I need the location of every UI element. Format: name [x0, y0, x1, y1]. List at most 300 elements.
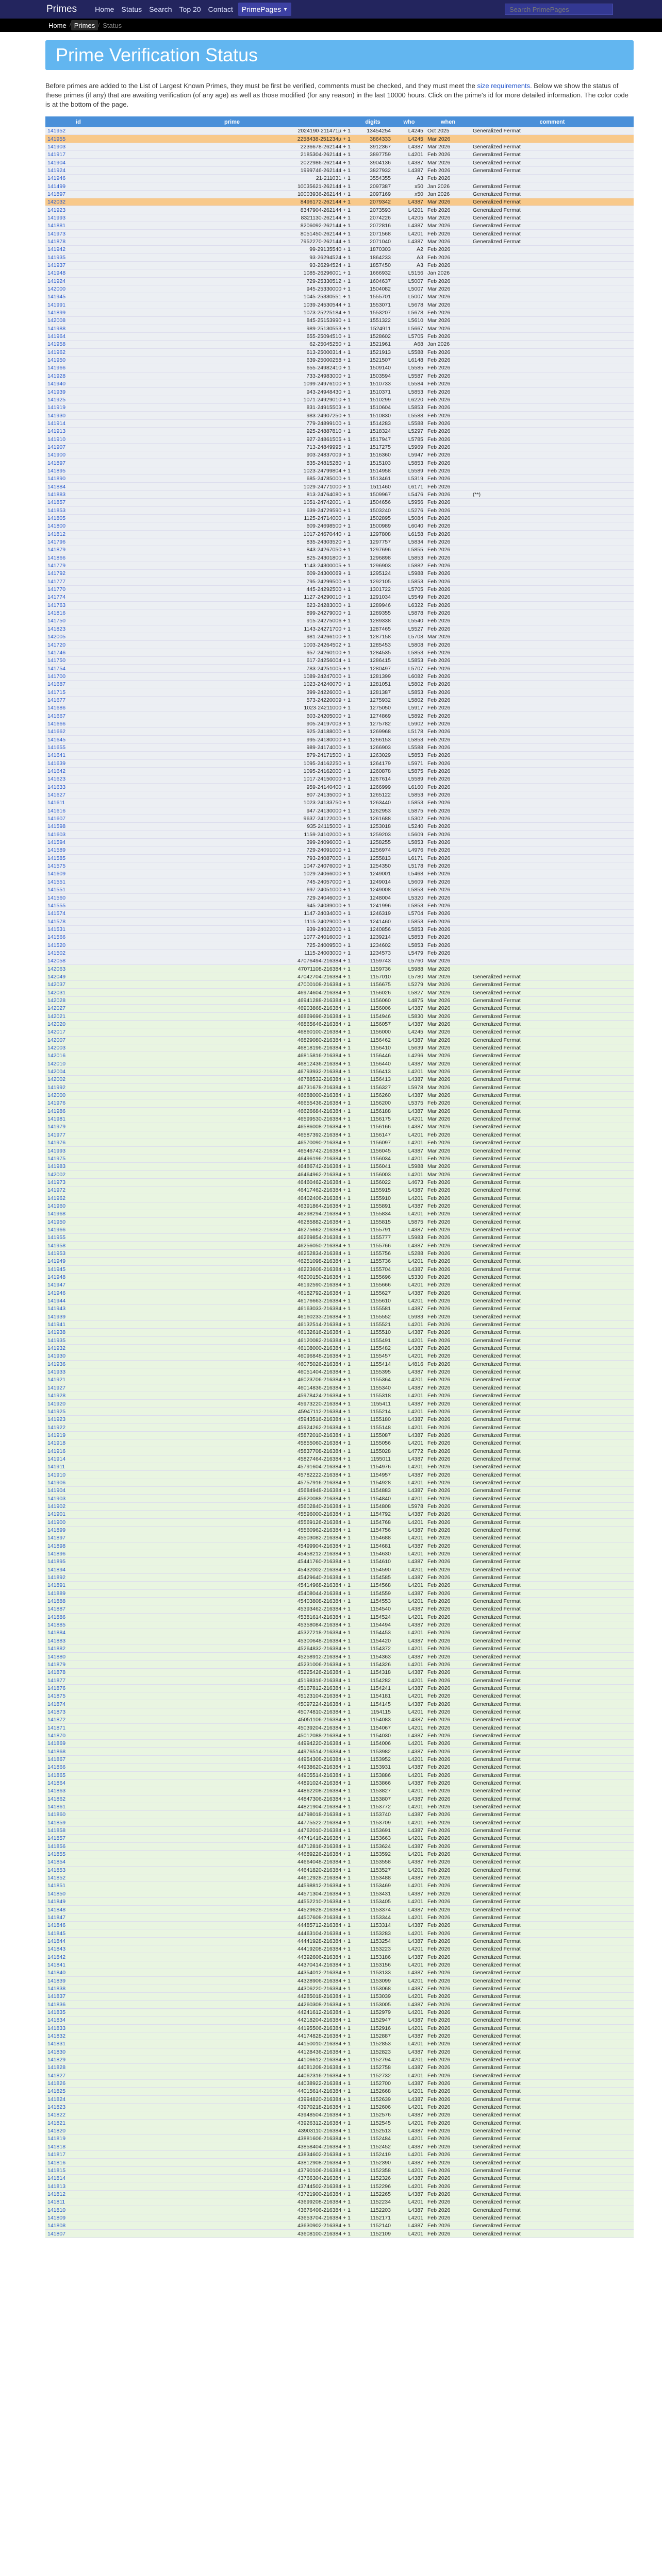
cell-id[interactable]: 141979: [45, 1123, 111, 1131]
cell-id[interactable]: 141897: [45, 190, 111, 198]
cell-who[interactable]: L4201: [393, 1518, 425, 1526]
cell-who[interactable]: L4387: [393, 198, 425, 206]
cell-id[interactable]: 141813: [45, 2182, 111, 2190]
cell-id[interactable]: 141854: [45, 1858, 111, 1866]
cell-id[interactable]: 141863: [45, 1787, 111, 1795]
cell-who[interactable]: L5705: [393, 585, 425, 593]
cell-who[interactable]: L4201: [393, 2024, 425, 2032]
cell-who[interactable]: L4387: [393, 1890, 425, 1897]
cell-id[interactable]: 141830: [45, 2048, 111, 2056]
cell-who[interactable]: L5853: [393, 649, 425, 656]
cell-who[interactable]: L4201: [393, 1819, 425, 1826]
search-input[interactable]: [505, 4, 613, 15]
cell-who[interactable]: L4387: [393, 1748, 425, 1755]
cell-who[interactable]: L5589: [393, 467, 425, 474]
cell-id[interactable]: 141923: [45, 1416, 111, 1423]
cell-who[interactable]: L4387: [393, 2001, 425, 2008]
cell-id[interactable]: 142007: [45, 1036, 111, 1044]
cell-id[interactable]: 141948: [45, 269, 111, 277]
cell-id[interactable]: 141686: [45, 704, 111, 712]
cell-who[interactable]: L5297: [393, 428, 425, 435]
cell-id[interactable]: 141975: [45, 1155, 111, 1162]
cell-id[interactable]: 141916: [45, 1447, 111, 1455]
cell-who[interactable]: L4201: [393, 1755, 425, 1763]
cell-id[interactable]: 141831: [45, 2040, 111, 2048]
cell-who[interactable]: L5855: [393, 546, 425, 554]
cell-who[interactable]: L4201: [393, 206, 425, 214]
cell-id[interactable]: 141881: [45, 222, 111, 230]
cell-id[interactable]: 141917: [45, 151, 111, 159]
cell-id[interactable]: 141847: [45, 1913, 111, 1921]
cell-who[interactable]: L5678: [393, 309, 425, 316]
cell-who[interactable]: L4387: [393, 1573, 425, 1581]
cell-who[interactable]: L4387: [393, 1202, 425, 1210]
cell-who[interactable]: L5609: [393, 878, 425, 886]
cell-id[interactable]: 141603: [45, 831, 111, 838]
cell-who[interactable]: L5853: [393, 459, 425, 467]
cell-id[interactable]: 141868: [45, 1748, 111, 1755]
cell-id[interactable]: 141933: [45, 1368, 111, 1376]
cell-who[interactable]: L5853: [393, 918, 425, 925]
cell-who[interactable]: L4201: [393, 1194, 425, 1202]
cell-who[interactable]: L4201: [393, 1787, 425, 1795]
cell-id[interactable]: 141826: [45, 2079, 111, 2087]
cell-who[interactable]: L4201: [393, 1534, 425, 1542]
cell-id[interactable]: 141950: [45, 356, 111, 364]
cell-who[interactable]: L6160: [393, 783, 425, 791]
cell-who[interactable]: L4201: [393, 1131, 425, 1139]
cell-who[interactable]: L4201: [393, 1898, 425, 1906]
cell-who[interactable]: L4387: [393, 2206, 425, 2214]
cell-id[interactable]: 141913: [45, 428, 111, 435]
cell-id[interactable]: 141976: [45, 1099, 111, 1107]
cell-who[interactable]: L4201: [393, 1115, 425, 1123]
cell-who[interactable]: L5084: [393, 514, 425, 522]
cell-id[interactable]: 141964: [45, 332, 111, 340]
cell-who[interactable]: L4387: [393, 1795, 425, 1803]
cell-who[interactable]: L4201: [393, 1929, 425, 1937]
cell-who[interactable]: L4387: [393, 1637, 425, 1645]
cell-id[interactable]: 141900: [45, 451, 111, 459]
cell-id[interactable]: 141945: [45, 1265, 111, 1273]
cell-id[interactable]: 141958: [45, 1242, 111, 1249]
cell-who[interactable]: L4387: [393, 1716, 425, 1724]
cell-who[interactable]: L4387: [393, 1329, 425, 1336]
cell-who[interactable]: L4387: [393, 1020, 425, 1028]
cell-who[interactable]: A2: [393, 246, 425, 253]
cell-id[interactable]: 141810: [45, 2206, 111, 2214]
cell-id[interactable]: 141883: [45, 1637, 111, 1645]
cell-id[interactable]: 141865: [45, 1771, 111, 1779]
cell-who[interactable]: L4387: [393, 1400, 425, 1408]
cell-id[interactable]: 141943: [45, 1305, 111, 1313]
cell-who[interactable]: L4387: [393, 1922, 425, 1929]
cell-id[interactable]: 141924: [45, 166, 111, 174]
cell-who[interactable]: L5956: [393, 499, 425, 506]
cell-id[interactable]: 141837: [45, 1993, 111, 2001]
cell-who[interactable]: L5971: [393, 759, 425, 767]
brand-logo[interactable]: Primes: [46, 4, 77, 14]
cell-id[interactable]: 141869: [45, 1740, 111, 1748]
cell-id[interactable]: 142058: [45, 957, 111, 965]
cell-id[interactable]: 142028: [45, 996, 111, 1004]
cell-who[interactable]: L4201: [393, 1423, 425, 1431]
cell-id[interactable]: 141627: [45, 791, 111, 799]
cell-id[interactable]: 141891: [45, 1582, 111, 1589]
cell-id[interactable]: 141866: [45, 554, 111, 562]
cell-id[interactable]: 142021: [45, 1012, 111, 1020]
cell-who[interactable]: L4387: [393, 1779, 425, 1787]
cell-who[interactable]: L5988: [393, 570, 425, 578]
cell-who[interactable]: L4201: [393, 1645, 425, 1653]
cell-id[interactable]: 141991: [45, 301, 111, 309]
cell-who[interactable]: L4201: [393, 1835, 425, 1842]
cell-id[interactable]: 141895: [45, 1558, 111, 1566]
cell-id[interactable]: 141850: [45, 1890, 111, 1897]
cell-id[interactable]: 142000: [45, 1091, 111, 1099]
cell-who[interactable]: L5707: [393, 665, 425, 672]
cell-id[interactable]: 141822: [45, 2111, 111, 2119]
cell-id[interactable]: 141855: [45, 1850, 111, 1858]
cell-id[interactable]: 141849: [45, 1898, 111, 1906]
cell-id[interactable]: 141879: [45, 1660, 111, 1668]
cell-who[interactable]: A3: [393, 253, 425, 261]
cell-id[interactable]: 141889: [45, 1589, 111, 1597]
cell-who[interactable]: L4387: [393, 1842, 425, 1850]
cell-who[interactable]: L4201: [393, 1882, 425, 1890]
cell-who[interactable]: L5288: [393, 1249, 425, 1257]
cell-who[interactable]: L5853: [393, 886, 425, 894]
cell-who[interactable]: L4387: [393, 1226, 425, 1233]
cell-who[interactable]: L4201: [393, 2166, 425, 2174]
cell-id[interactable]: 141941: [45, 1320, 111, 1328]
cell-who[interactable]: L5240: [393, 823, 425, 831]
cell-id[interactable]: 141779: [45, 562, 111, 569]
cell-id[interactable]: 141815: [45, 2166, 111, 2174]
cell-id[interactable]: 141884: [45, 1629, 111, 1637]
breadcrumb-item-primes[interactable]: Primes: [71, 20, 98, 30]
cell-who[interactable]: L4201: [393, 1495, 425, 1502]
cell-who[interactable]: L6322: [393, 601, 425, 609]
cell-who[interactable]: L4201: [393, 1613, 425, 1621]
cell-id[interactable]: 141853: [45, 506, 111, 514]
breadcrumb-item-home[interactable]: Home: [48, 21, 67, 29]
cell-who[interactable]: L6171: [393, 854, 425, 862]
cell-who[interactable]: L4201: [393, 2056, 425, 2063]
cell-id[interactable]: 141925: [45, 396, 111, 403]
cell-who[interactable]: L4201: [393, 2151, 425, 2159]
cell-id[interactable]: 141886: [45, 1613, 111, 1621]
cell-who[interactable]: L4205: [393, 214, 425, 222]
cell-who[interactable]: L5178: [393, 862, 425, 870]
cell-id[interactable]: 141976: [45, 1139, 111, 1147]
cell-id[interactable]: 141919: [45, 1431, 111, 1439]
cell-who[interactable]: L4201: [393, 1352, 425, 1360]
cell-id[interactable]: 141816: [45, 2159, 111, 2166]
cell-who[interactable]: L5853: [393, 791, 425, 799]
cell-who[interactable]: L4673: [393, 1178, 425, 1186]
cell-id[interactable]: 141939: [45, 388, 111, 396]
cell-id[interactable]: 141861: [45, 1803, 111, 1810]
cell-who[interactable]: L4201: [393, 1866, 425, 1874]
cell-id[interactable]: 141993: [45, 214, 111, 222]
cell-id[interactable]: 141923: [45, 206, 111, 214]
cell-id[interactable]: 141633: [45, 783, 111, 791]
cell-who[interactable]: L4387: [393, 1036, 425, 1044]
nav-item-contact[interactable]: [205, 0, 237, 19]
cell-who[interactable]: L5276: [393, 506, 425, 514]
cell-who[interactable]: L6082: [393, 672, 425, 680]
cell-who[interactable]: L4387: [393, 1985, 425, 1992]
cell-id[interactable]: 141825: [45, 2088, 111, 2095]
cell-id[interactable]: 142063: [45, 965, 111, 973]
cell-id[interactable]: 141958: [45, 341, 111, 348]
cell-who[interactable]: L6158: [393, 530, 425, 538]
cell-id[interactable]: 141885: [45, 1621, 111, 1629]
cell-id[interactable]: 141935: [45, 253, 111, 261]
cell-who[interactable]: L4387: [393, 1123, 425, 1131]
cell-who[interactable]: L4296: [393, 1052, 425, 1060]
cell-who[interactable]: L4387: [393, 1906, 425, 1913]
cell-id[interactable]: 141907: [45, 443, 111, 451]
cell-id[interactable]: 141502: [45, 949, 111, 957]
cell-who[interactable]: L4201: [393, 2135, 425, 2143]
cell-who[interactable]: L4387: [393, 1242, 425, 1249]
cell-who[interactable]: L5279: [393, 981, 425, 989]
cell-who[interactable]: L5609: [393, 831, 425, 838]
cell-who[interactable]: L4201: [393, 230, 425, 238]
cell-who[interactable]: L5875: [393, 767, 425, 775]
cell-id[interactable]: 142002: [45, 1171, 111, 1178]
cell-who[interactable]: x50: [393, 190, 425, 198]
cell-id[interactable]: 141966: [45, 364, 111, 372]
cell-who[interactable]: L5983: [393, 1313, 425, 1320]
cell-id[interactable]: 141920: [45, 1400, 111, 1408]
cell-id[interactable]: 141914: [45, 1455, 111, 1463]
cell-id[interactable]: 141846: [45, 1922, 111, 1929]
cell-id[interactable]: 141899: [45, 1526, 111, 1534]
cell-id[interactable]: 141499: [45, 182, 111, 190]
cell-who[interactable]: L4387: [393, 1589, 425, 1597]
cell-id[interactable]: 141919: [45, 404, 111, 412]
cell-id[interactable]: 142037: [45, 981, 111, 989]
cell-id[interactable]: 141966: [45, 1226, 111, 1233]
cell-id[interactable]: 141750: [45, 657, 111, 665]
cell-who[interactable]: L4387: [393, 1684, 425, 1692]
cell-who[interactable]: L5978: [393, 1083, 425, 1091]
cell-id[interactable]: 141853: [45, 1866, 111, 1874]
cell-who[interactable]: L4201: [393, 1320, 425, 1328]
cell-id[interactable]: 141777: [45, 578, 111, 585]
cell-id[interactable]: 141876: [45, 1684, 111, 1692]
cell-who[interactable]: L4387: [393, 1826, 425, 1834]
cell-who[interactable]: L5760: [393, 957, 425, 965]
cell-who[interactable]: L5853: [393, 838, 425, 846]
cell-who[interactable]: L4387: [393, 1005, 425, 1012]
cell-who[interactable]: L6148: [393, 356, 425, 364]
cell-id[interactable]: 141866: [45, 1764, 111, 1771]
cell-id[interactable]: 141872: [45, 1716, 111, 1724]
cell-id[interactable]: 141607: [45, 815, 111, 822]
cell-who[interactable]: L5902: [393, 720, 425, 727]
cell-who[interactable]: L4201: [393, 1171, 425, 1178]
cell-id[interactable]: 141940: [45, 380, 111, 388]
cell-id[interactable]: 141910: [45, 1471, 111, 1479]
cell-who[interactable]: L5588: [393, 419, 425, 427]
cell-id[interactable]: 141898: [45, 1542, 111, 1550]
cell-id[interactable]: 141864: [45, 1779, 111, 1787]
cell-id[interactable]: 141824: [45, 2095, 111, 2103]
cell-who[interactable]: L4201: [393, 1629, 425, 1637]
cell-who[interactable]: L4387: [393, 2159, 425, 2166]
cell-who[interactable]: A3: [393, 175, 425, 182]
cell-who[interactable]: L4201: [393, 1210, 425, 1218]
cell-who[interactable]: L4387: [393, 1969, 425, 1977]
cell-who[interactable]: L5708: [393, 633, 425, 641]
cell-who[interactable]: L4875: [393, 996, 425, 1004]
cell-who[interactable]: L5892: [393, 712, 425, 720]
cell-id[interactable]: 141754: [45, 665, 111, 672]
cell-id[interactable]: 142010: [45, 1060, 111, 1067]
cell-who[interactable]: L5802: [393, 681, 425, 688]
cell-who[interactable]: L4201: [393, 1155, 425, 1162]
cell-id[interactable]: 141981: [45, 1115, 111, 1123]
cell-who[interactable]: L4387: [393, 1487, 425, 1495]
cell-who[interactable]: L5853: [393, 404, 425, 412]
cell-id[interactable]: 141809: [45, 2214, 111, 2222]
cell-who[interactable]: L4201: [393, 1961, 425, 1969]
cell-id[interactable]: 141827: [45, 2072, 111, 2079]
cell-id[interactable]: 141844: [45, 1937, 111, 1945]
cell-who[interactable]: L4201: [393, 2198, 425, 2206]
cell-id[interactable]: 141877: [45, 1676, 111, 1684]
cell-who[interactable]: L4245: [393, 127, 425, 135]
cell-who[interactable]: L4201: [393, 1977, 425, 1985]
cell-id[interactable]: 141823: [45, 2103, 111, 2111]
cell-id[interactable]: 141918: [45, 1439, 111, 1447]
cell-who[interactable]: L4201: [393, 2088, 425, 2095]
cell-who[interactable]: L4387: [393, 1147, 425, 1155]
cell-id[interactable]: 141879: [45, 546, 111, 554]
cell-id[interactable]: 141843: [45, 1945, 111, 1953]
cell-id[interactable]: 141520: [45, 941, 111, 949]
cell-who[interactable]: L4201: [393, 1139, 425, 1147]
cell-who[interactable]: L4245: [393, 1028, 425, 1036]
cell-who[interactable]: L4387: [393, 1187, 425, 1194]
cell-id[interactable]: 141945: [45, 293, 111, 301]
cell-who[interactable]: L4387: [393, 166, 425, 174]
cell-who[interactable]: L4387: [393, 2127, 425, 2134]
cell-who[interactable]: L4387: [393, 238, 425, 245]
cell-who[interactable]: L4816: [393, 1360, 425, 1368]
cell-id[interactable]: 141890: [45, 475, 111, 483]
cell-id[interactable]: 141925: [45, 1408, 111, 1415]
cell-who[interactable]: L4201: [393, 2230, 425, 2238]
cell-id[interactable]: 141946: [45, 175, 111, 182]
cell-id[interactable]: 141720: [45, 641, 111, 649]
cell-id[interactable]: 141807: [45, 2230, 111, 2238]
cell-who[interactable]: L4387: [393, 1368, 425, 1376]
cell-who[interactable]: L4201: [393, 2214, 425, 2222]
cell-id[interactable]: 141906: [45, 1479, 111, 1486]
cell-who[interactable]: L4201: [393, 1463, 425, 1471]
cell-id[interactable]: 141878: [45, 1669, 111, 1676]
cell-who[interactable]: L5853: [393, 752, 425, 759]
cell-id[interactable]: 142005: [45, 633, 111, 641]
cell-who[interactable]: L4201: [393, 2182, 425, 2190]
cell-who[interactable]: L4387: [393, 2095, 425, 2103]
cell-id[interactable]: 141988: [45, 325, 111, 332]
cell-id[interactable]: 141805: [45, 514, 111, 522]
cell-who[interactable]: L4201: [393, 2040, 425, 2048]
cell-who[interactable]: L6040: [393, 522, 425, 530]
cell-id[interactable]: 141910: [45, 435, 111, 443]
cell-who[interactable]: L4201: [393, 1258, 425, 1265]
cell-who[interactable]: L5319: [393, 475, 425, 483]
cell-who[interactable]: L5947: [393, 451, 425, 459]
cell-id[interactable]: 141746: [45, 649, 111, 656]
cell-id[interactable]: 141977: [45, 1131, 111, 1139]
cell-who[interactable]: L4387: [393, 1091, 425, 1099]
cell-id[interactable]: 141839: [45, 1977, 111, 1985]
cell-who[interactable]: L4201: [393, 1566, 425, 1573]
cell-who[interactable]: L4772: [393, 1447, 425, 1455]
cell-id[interactable]: 141938: [45, 1329, 111, 1336]
nav-item-top-20[interactable]: [176, 0, 205, 19]
cell-id[interactable]: 141857: [45, 1835, 111, 1842]
cell-who[interactable]: L4387: [393, 2032, 425, 2040]
cell-id[interactable]: 141921: [45, 1376, 111, 1384]
cell-who[interactable]: L5875: [393, 1218, 425, 1226]
cell-who[interactable]: L5853: [393, 799, 425, 807]
cell-id[interactable]: 142004: [45, 1067, 111, 1075]
cell-id[interactable]: 141531: [45, 925, 111, 933]
cell-id[interactable]: 141862: [45, 1795, 111, 1803]
cell-who[interactable]: L4201: [393, 1376, 425, 1384]
cell-id[interactable]: 141955: [45, 135, 111, 143]
cell-who[interactable]: L4387: [393, 222, 425, 230]
cell-who[interactable]: L4201: [393, 151, 425, 159]
cell-id[interactable]: 141856: [45, 1842, 111, 1850]
cell-id[interactable]: 142032: [45, 198, 111, 206]
size-requirements-link[interactable]: size requirements: [477, 82, 531, 90]
cell-id[interactable]: 141901: [45, 1511, 111, 1518]
cell-who[interactable]: L4201: [393, 1708, 425, 1716]
cell-id[interactable]: 141852: [45, 1874, 111, 1882]
cell-id[interactable]: 141972: [45, 1187, 111, 1194]
nav-item-search[interactable]: [145, 0, 175, 19]
cell-id[interactable]: 141598: [45, 823, 111, 831]
cell-id[interactable]: 141882: [45, 1645, 111, 1653]
cell-id[interactable]: 141642: [45, 767, 111, 775]
cell-id[interactable]: 141924: [45, 277, 111, 285]
cell-id[interactable]: 141817: [45, 2151, 111, 2159]
cell-id[interactable]: 141952: [45, 127, 111, 135]
cell-id[interactable]: 141832: [45, 2032, 111, 2040]
cell-who[interactable]: L5589: [393, 775, 425, 783]
cell-id[interactable]: 141821: [45, 2119, 111, 2127]
cell-who[interactable]: L5468: [393, 870, 425, 878]
cell-who[interactable]: L5678: [393, 301, 425, 309]
nav-item-status[interactable]: [118, 0, 145, 19]
cell-id[interactable]: 141594: [45, 838, 111, 846]
cell-who[interactable]: L4201: [393, 1597, 425, 1605]
cell-who[interactable]: L5302: [393, 815, 425, 822]
cell-id[interactable]: 141968: [45, 1210, 111, 1218]
cell-who[interactable]: L4387: [393, 2016, 425, 2024]
cell-id[interactable]: 141667: [45, 712, 111, 720]
cell-id[interactable]: 141851: [45, 1882, 111, 1890]
